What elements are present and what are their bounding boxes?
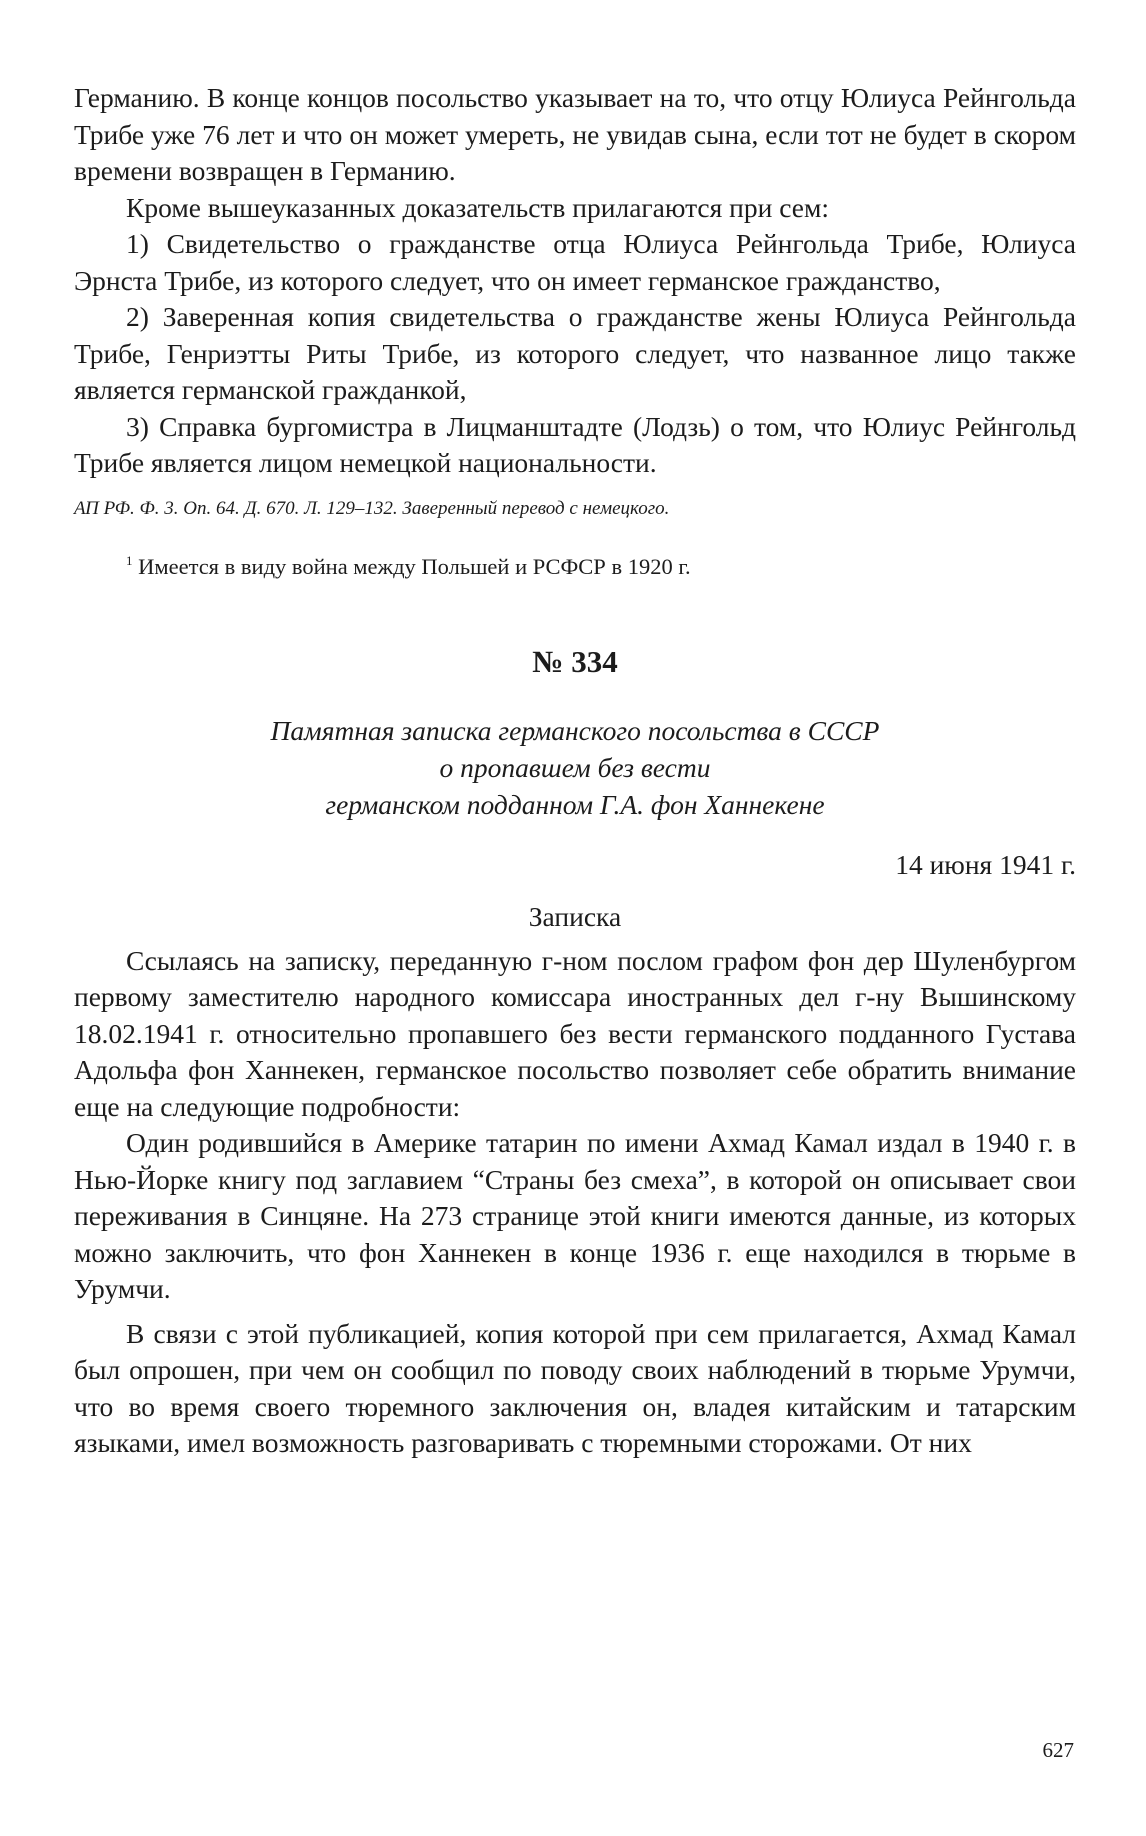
document-title xyxy=(74,712,1076,823)
document-paragraph: Ссылаясь на записку, переданную г-ном послом графом фон дер Шуленбургом первому заместителю народного комиссара иностранных дел г-ну Вышинскому 18.02.1941 г. относительно пропавшего без вести германского подданного Густава Адольфа фон Ханнекен, германское посольство позволяет себе обратить внимание еще на следующие подробности: xyxy=(74,944,1076,1122)
document-title-line: Памятная записка германского посольства в СССР xyxy=(270,714,880,746)
document-title-line: германском подданном Г.А. фон Ханнекене xyxy=(325,788,825,820)
footnote-marker: 1 xyxy=(126,552,133,568)
footnote xyxy=(74,546,1076,582)
evidence-item-1: 1) Свидетельство о гражданстве отца Юлиуса Рейнгольда Трибе, Юлиуса Эрнста Трибе, из которого следует, что он имеет германское гражданство, xyxy=(74,228,1076,296)
document-number: № 334 xyxy=(532,643,618,679)
document-heading: Записка xyxy=(528,900,622,932)
page-number: 627 xyxy=(1042,1738,1074,1762)
evidence-item-2: 2) Заверенная копия свидетельства о гражданстве жены Юлиуса Рейнгольда Трибе, Генриэтты Риты Трибе, из которого следует, что названное лицо также является германской гражданкой, xyxy=(74,301,1076,405)
paragraph-evidence-intro: Кроме вышеуказанных доказательств прилагаются при сем: xyxy=(126,191,829,223)
footnote-text: Имеется в виду война между Польшей и РСФСР в 1920 г. xyxy=(138,553,691,579)
archive-source-note: АП РФ. Ф. 3. Оп. 64. Д. 670. Л. 129–132. Заверенный перевод с немецкого. xyxy=(74,497,670,519)
document-date: 14 июня 1941 г. xyxy=(895,848,1076,880)
document-paragraph: В связи с этой публикацией, копия которой при сем прилагается, Ахмад Камал был опрошен, при чем он сообщил по поводу своих наблюдений в тюрьме Урумчи, что во время своего тюремного заключения он, владея китайским и татарским языками, имел возможность разговаривать с тюремными сторожами. От них xyxy=(74,1317,1076,1458)
evidence-item-3: 3) Справка бургомистра в Лицманштадте (Лодзь) о том, что Юлиус Рейнгольд Трибе является лицом немецкой национальности. xyxy=(74,410,1076,478)
document-title-line: о пропавшем без вести xyxy=(439,751,711,783)
paragraph-continuation: Германию. В конце концов посольство указывает на то, что отцу Юлиуса Рейнгольда Трибе уже 76 лет и что он может умереть, не увидав сына, если тот не будет в скором времени возвращен в Германию. xyxy=(74,82,1076,186)
document-paragraph: Один родившийся в Америке татарин по имени Ахмад Камал издал в 1940 г. в Нью-Йорке книгу под заглавием “Страны без смеха”, в которой он описывает свои переживания в Синцяне. На 273 странице этой книги имеются данные, из которых можно заключить, что фон Ханнекен в конце 1936 г. еще находился в тюрьме в Урумчи. xyxy=(74,1127,1076,1304)
